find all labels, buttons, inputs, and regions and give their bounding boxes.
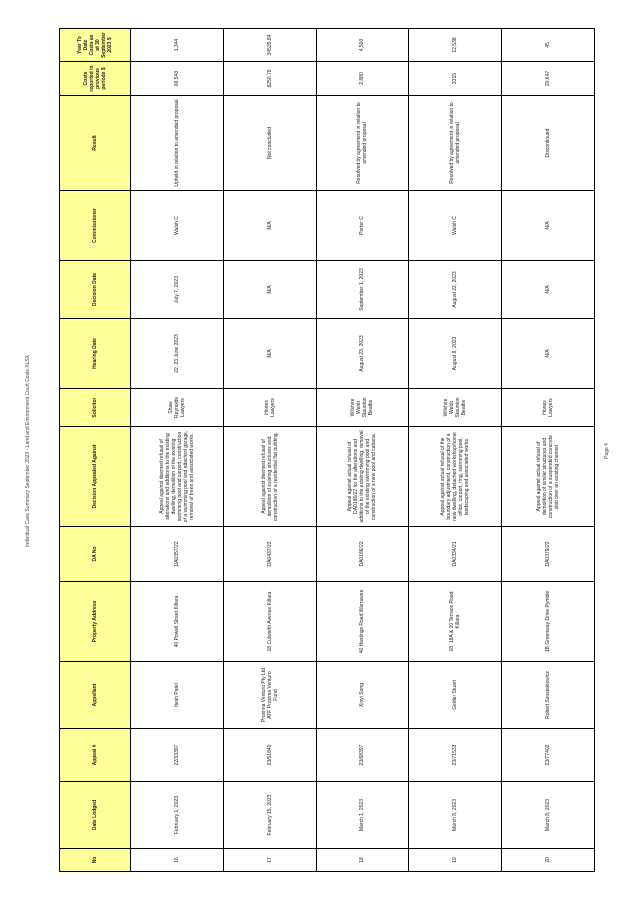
cell-solicitor: Wilshire Webb Staunton Beattie bbox=[409, 389, 502, 427]
header-row bbox=[60, 29, 131, 872]
cell-result: Not concluded bbox=[223, 96, 316, 191]
column-header: Decision Appealed Against bbox=[60, 427, 131, 527]
cell-appeal: 23/68397 bbox=[316, 729, 409, 782]
cell-hearing: N/A bbox=[223, 319, 316, 389]
cell-prev-costs: 3315 bbox=[409, 62, 502, 96]
cell-hearing: N/A bbox=[502, 319, 595, 389]
cell-no: 16 bbox=[131, 849, 224, 872]
cell-decision: Appeal against actual refusal of DA0186/22 for the alterations and additions to the existing dwelling, removal of the existing swimming pool and construction of a new pool and cabana. bbox=[316, 427, 409, 527]
column-header: Costs reported in previous periods $ bbox=[60, 62, 131, 96]
cell-date-lodged: March 8, 2023 bbox=[409, 782, 502, 849]
column-header: No bbox=[60, 849, 131, 872]
column-header: Solicitor bbox=[60, 389, 131, 427]
cell-address: 1B Greenway Drive Pymble bbox=[502, 582, 595, 662]
cell-appeal: 22/33397 bbox=[131, 729, 224, 782]
cell-ytd-costs: 4,500 bbox=[316, 29, 409, 62]
cell-no: 19 bbox=[409, 849, 502, 872]
cell-result: Upheld in relation to amended proposal bbox=[131, 96, 224, 191]
cell-appellant: Gelder Stuart bbox=[409, 662, 502, 729]
cell-decision-date: August 22, 2023 bbox=[409, 261, 502, 319]
cell-hearing: August 8, 2023 bbox=[409, 319, 502, 389]
cell-no: 18 bbox=[316, 849, 409, 872]
cell-decision: Appeal against deemed refusal of alterations and additions to the existing dwelling, demolition of the existing swimming pool and carport, construction of a swimming pool and attached garage, removal of trees and associated works. bbox=[131, 427, 224, 527]
cell-decision-date: N/A bbox=[502, 261, 595, 319]
column-header: Commissioner bbox=[60, 191, 131, 261]
cell-decision: Appeal against actual refusal of the boundary adjustment, construction of a new dwelling, detached workshop/home office, carport, ring, swimming pool, landscaping and associated works. bbox=[409, 427, 502, 527]
cell-da: DA0437/22 bbox=[223, 527, 316, 582]
cell-hearing: 22, 23 June 2023 bbox=[131, 319, 224, 389]
column-header: Decision Date bbox=[60, 261, 131, 319]
cell-ytd-costs: 1,344 bbox=[131, 29, 224, 62]
cell-commissioner: Porter C bbox=[316, 191, 409, 261]
column-header: Hearing Date bbox=[60, 319, 131, 389]
column-header: DA No bbox=[60, 527, 131, 582]
cell-appellant: Itesh Patel bbox=[131, 662, 224, 729]
running-header: Individual Case Summary September 2023 - Land and Environment Court Costs.XLSX bbox=[25, 354, 31, 548]
cell-appellant: Xinyi Song bbox=[316, 662, 409, 729]
cell-result: Resolved by agreement in relation to amended proposal bbox=[409, 96, 502, 191]
cell-appeal: 23/77402 bbox=[502, 729, 595, 782]
column-header: Appellant bbox=[60, 662, 131, 729]
cell-solicitor: Wilshire Webb Staunton Beattie bbox=[316, 389, 409, 427]
column-header: Appeal # bbox=[60, 729, 131, 782]
case-summary-table bbox=[59, 28, 595, 872]
cell-address: 18, 18A & 20 Terrace Road Killara bbox=[409, 582, 502, 662]
cell-da: DA0357/22 bbox=[131, 527, 224, 582]
cell-decision-date: N/A bbox=[223, 261, 316, 319]
cell-solicitor: Hones Lawyers bbox=[223, 389, 316, 427]
cell-ytd-costs: 45 bbox=[502, 29, 595, 62]
table-row bbox=[316, 29, 409, 872]
cell-da: DA0186/22 bbox=[316, 527, 409, 582]
cell-date-lodged: March 1, 2023 bbox=[316, 782, 409, 849]
cell-decision: Appeal against deemed refusal of demolition of existing structures and construction of a residential flat building. bbox=[223, 427, 316, 527]
cell-date-lodged: March 8, 2023 bbox=[502, 782, 595, 849]
cell-ytd-costs: 34535.84 bbox=[223, 29, 316, 62]
cell-decision-date: July 7, 2023 bbox=[131, 261, 224, 319]
column-header: Property Address bbox=[60, 582, 131, 662]
cell-date-lodged: February 15, 2023 bbox=[223, 782, 316, 849]
cell-solicitor: Hones Lawyers bbox=[502, 389, 595, 427]
cell-appeal: 23/71533 bbox=[409, 729, 502, 782]
cell-solicitor: Shaw Reynolds Lawyers bbox=[131, 389, 224, 427]
table-row bbox=[131, 29, 224, 872]
rotated-table-wrapper bbox=[59, 29, 595, 872]
cell-date-lodged: February 1, 2023 bbox=[131, 782, 224, 849]
cell-da: DA0379/22 bbox=[502, 527, 595, 582]
column-header: Date Lodged bbox=[60, 782, 131, 849]
cell-da: DA0334/21 bbox=[409, 527, 502, 582]
cell-decision-date: September 1, 2023 bbox=[316, 261, 409, 319]
table-row bbox=[223, 29, 316, 872]
page-number: Page 4 bbox=[604, 443, 610, 459]
column-header: Result bbox=[60, 96, 131, 191]
cell-commissioner: N/A bbox=[502, 191, 595, 261]
cell-prev-costs: 20,647 bbox=[502, 62, 595, 96]
cell-prev-costs: 8250.79 bbox=[223, 62, 316, 96]
cell-address: 40 Powell Street Killara bbox=[131, 582, 224, 662]
cell-prev-costs: 2,880 bbox=[316, 62, 409, 96]
cell-result: Resolved by agreement in relation to amended proposal bbox=[316, 96, 409, 191]
cell-address: 18 Culworth Avenue Killara bbox=[223, 582, 316, 662]
cell-commissioner: Walsh C bbox=[409, 191, 502, 261]
cell-appellant: Proxima Venturo Pty Ltd ATF Proxima Venturo Fund bbox=[223, 662, 316, 729]
cell-no: 20 bbox=[502, 849, 595, 872]
table-row bbox=[409, 29, 502, 872]
cell-ytd-costs: 12,538 bbox=[409, 29, 502, 62]
cell-hearing: August 23, 2023 bbox=[316, 319, 409, 389]
column-header: Year To Date Costs as at 30 September 2023 $ bbox=[60, 29, 131, 62]
cell-decision: Appeal against actual refusal of demolition of similar structures and construction of a suspended concrete slab over an existing channel. bbox=[502, 427, 595, 527]
cell-appellant: Robert Szostakiewicz bbox=[502, 662, 595, 729]
cell-appeal: 23/51840 bbox=[223, 729, 316, 782]
cell-commissioner: N/A bbox=[223, 191, 316, 261]
table-row bbox=[502, 29, 595, 872]
cell-address: 46 Hastings Road Warrawee bbox=[316, 582, 409, 662]
cell-prev-costs: 66,543 bbox=[131, 62, 224, 96]
cell-result: Discontinued bbox=[502, 96, 595, 191]
cell-no: 17 bbox=[223, 849, 316, 872]
cell-commissioner: Walsh C bbox=[131, 191, 224, 261]
